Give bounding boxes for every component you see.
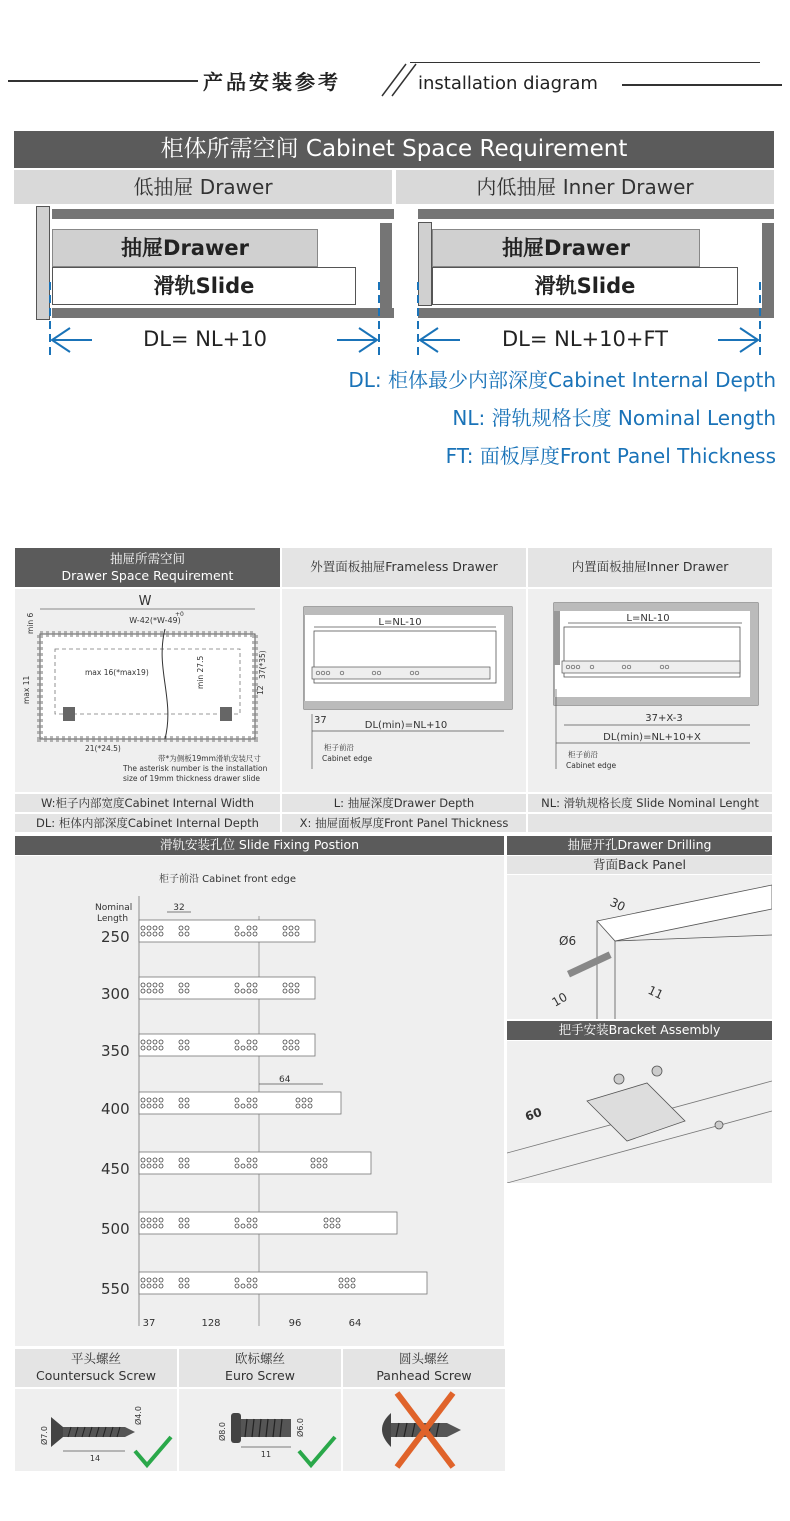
note-en1: The asterisk number is the installation (123, 764, 268, 773)
screw-2-en: Euro Screw (225, 1368, 295, 1383)
dim-w42: W-42(*W-49) (129, 616, 181, 625)
countersunk-screw-icon (15, 1389, 177, 1471)
frameless-dl: DL(min)=NL+10 (364, 720, 448, 731)
dim-w: W (138, 594, 152, 609)
dim-min275: min 27.5 (196, 655, 205, 689)
panhead-screw-icon (343, 1389, 505, 1471)
note-en2: size of 19mm thickness drawer slide (123, 774, 260, 783)
right-formula: DL= NL+10+FT (501, 327, 668, 351)
screw-1-len: 14 (89, 1454, 101, 1463)
right-slide-label: 滑轨Slide (534, 274, 636, 298)
dim-12: 12 (256, 685, 265, 695)
drilling-title: 抽屉开孔Drawer Drilling (507, 836, 772, 855)
cabinet-outline (40, 634, 255, 739)
frameless-slide (312, 667, 490, 679)
space-req-title: 柜体所需空间 Cabinet Space Requirement (14, 131, 774, 168)
screw-3-cell (343, 1389, 505, 1471)
drawer-space-header-cn: 抽屉所需空间 (109, 550, 185, 566)
header-title-cn: 产品安装参考 (203, 70, 341, 94)
header-line-right (622, 84, 782, 86)
fixing-rows (101, 920, 427, 1298)
inner-header: 内置面板抽屉Inner Drawer (528, 548, 772, 587)
screw-2-len: 11 (260, 1450, 272, 1459)
dim-21: 21(*24.5) (85, 744, 121, 753)
check-icon-2 (299, 1437, 335, 1465)
fixing-d64: 64 (279, 1075, 291, 1085)
note-dl: DL: 柜体内部深度Cabinet Internal Depth (15, 814, 280, 832)
bottom-dim-37: 37 (142, 1318, 156, 1329)
frameless-header: 外置面板抽屉Frameless Drawer (282, 548, 526, 587)
fixing-d32: 32 (173, 903, 185, 913)
slide-bar (139, 1092, 341, 1114)
inner-l: L=NL-10 (626, 613, 670, 624)
bracket-diagram (507, 1041, 772, 1183)
screw-1-header (15, 1349, 177, 1387)
slide-bar (139, 1212, 397, 1234)
inner-svg (528, 589, 772, 792)
drilling-svg (507, 875, 772, 1019)
frameless-svg (282, 589, 526, 792)
screw-2-cell (179, 1389, 341, 1471)
inner-edge-cn: 柜子前沿 (568, 750, 598, 759)
bracket-60: 60 (523, 1104, 544, 1124)
bottom-dim-64: 64 (348, 1318, 362, 1329)
dim-tol: +0 (175, 611, 184, 618)
bracket-title: 把手安装Bracket Assembly (507, 1021, 772, 1040)
note-w: W:柜子内部宽度Cabinet Internal Width (15, 794, 280, 812)
bracket-svg (507, 1041, 772, 1183)
fixing-front-edge: 柜子前沿 Cabinet front edge (159, 874, 296, 885)
fixing-length: Length (97, 914, 129, 924)
screw-1-d2: Ø4.0 (134, 1405, 143, 1425)
nominal-length-label: 500 (101, 1220, 130, 1238)
fixing-svg (15, 856, 504, 1346)
drill-30: 30 (607, 895, 628, 915)
fixing-title: 滑轨安装孔位 Slide Fixing Postion (15, 836, 504, 855)
left-cabinet-top (52, 209, 394, 219)
dim-min6: min 6 (26, 612, 35, 634)
note-l: L: 抽屉深度Drawer Depth (282, 794, 526, 812)
check-icon-1 (135, 1437, 171, 1465)
inner-dl: DL(min)=NL+10+X (603, 732, 701, 743)
slide-bar (139, 920, 315, 942)
inner-diagram (528, 589, 772, 792)
frameless-diagram (282, 589, 526, 792)
legend-dl: DL: 柜体最少内部深度Cabinet Internal Depth (348, 368, 776, 392)
drill-11: 11 (645, 983, 666, 1003)
note-cn: 带*为侧板19mm滑轨安装尺寸 (158, 754, 261, 763)
drill-bit (567, 952, 612, 978)
drilling-subtitle: 背面Back Panel (507, 856, 772, 874)
fixing-panel (15, 856, 504, 1346)
screw-1-en: Countersuck Screw (35, 1368, 157, 1383)
screw-2-header (179, 1349, 341, 1387)
left-slide-label: 滑轨Slide (153, 274, 255, 298)
inner-edge-en: Cabinet edge (566, 761, 617, 770)
drill-d6: Ø6 (559, 934, 577, 948)
drawer-space-header-en: Drawer Space Requirement (61, 567, 234, 583)
screw-3-en: Panhead Screw (376, 1368, 472, 1383)
screw-1-cell (15, 1389, 177, 1471)
legend-nl: NL: 滑轨规格长度 Nominal Length (452, 406, 776, 430)
drawer-space-svg (15, 589, 280, 792)
header-title-en: installation diagram (418, 73, 598, 94)
space-req-left-title: 低抽屉 Drawer (14, 170, 392, 204)
header-line-left (8, 80, 198, 82)
dim-max16: max 16(*max19) (85, 668, 149, 677)
note-x: X: 抽屉面板厚度Front Panel Thickness (282, 814, 526, 832)
dim-37: 37(*35) (258, 650, 267, 679)
right-cabinet-top (418, 209, 774, 219)
left-formula: DL= NL+10 (143, 327, 267, 351)
screw-3-cn: 圆头螺丝 (398, 1351, 449, 1367)
right-drawer-label: 抽屉Drawer (502, 236, 630, 260)
bottom-dim-96: 96 (288, 1318, 302, 1329)
frameless-37: 37 (314, 715, 327, 726)
space-req-right-title: 内低抽屉 Inner Drawer (396, 170, 774, 204)
drilling-diagram (507, 875, 772, 1019)
nominal-length-label: 400 (101, 1100, 130, 1118)
slide-left-icon (63, 707, 75, 721)
inner-slide (562, 661, 740, 673)
euro-screw-icon (179, 1389, 341, 1471)
bottom-dim-128: 128 (201, 1318, 221, 1329)
screw-2-d1: Ø8.0 (218, 1421, 227, 1441)
frameless-edge-cn: 柜子前沿 (324, 743, 354, 752)
legend-ft: FT: 面板厚度Front Panel Thickness (445, 444, 776, 468)
frameless-l: L=NL-10 (378, 617, 422, 628)
note-empty (528, 814, 772, 832)
screw-3-header (343, 1349, 505, 1387)
screw-1-d1: Ø7.0 (40, 1425, 49, 1445)
dim-max11: max 11 (22, 675, 31, 704)
note-nl: NL: 滑轨规格长度 Slide Nominal Lenght (528, 794, 772, 812)
slide-bar (139, 1152, 371, 1174)
nominal-length-label: 350 (101, 1042, 130, 1060)
nominal-length-label: 300 (101, 985, 130, 1003)
header-slash-divider (370, 60, 420, 100)
drawer-space-header (15, 548, 280, 587)
screw-2-cn: 欧标螺丝 (234, 1351, 285, 1367)
slide-bar (139, 977, 315, 999)
header-line-top (410, 62, 760, 63)
screw-2-d2: Ø6.0 (296, 1417, 305, 1437)
nominal-length-label: 450 (101, 1160, 130, 1178)
inner-front-panel (554, 611, 560, 665)
screw-1-cn: 平头螺丝 (70, 1351, 121, 1367)
slide-bar (139, 1034, 315, 1056)
left-drawer-label: 抽屉Drawer (121, 236, 249, 260)
slide-bar (139, 1272, 427, 1294)
slide-right-icon (220, 707, 232, 721)
nominal-length-label: 550 (101, 1280, 130, 1298)
nominal-length-label: 250 (101, 928, 130, 946)
fixing-nominal: Nominal (95, 903, 133, 913)
drill-10: 10 (549, 989, 570, 1010)
drawer-space-diagram (15, 589, 280, 792)
inner-37x: 37+X-3 (645, 713, 683, 724)
frameless-edge-en: Cabinet edge (322, 754, 373, 763)
